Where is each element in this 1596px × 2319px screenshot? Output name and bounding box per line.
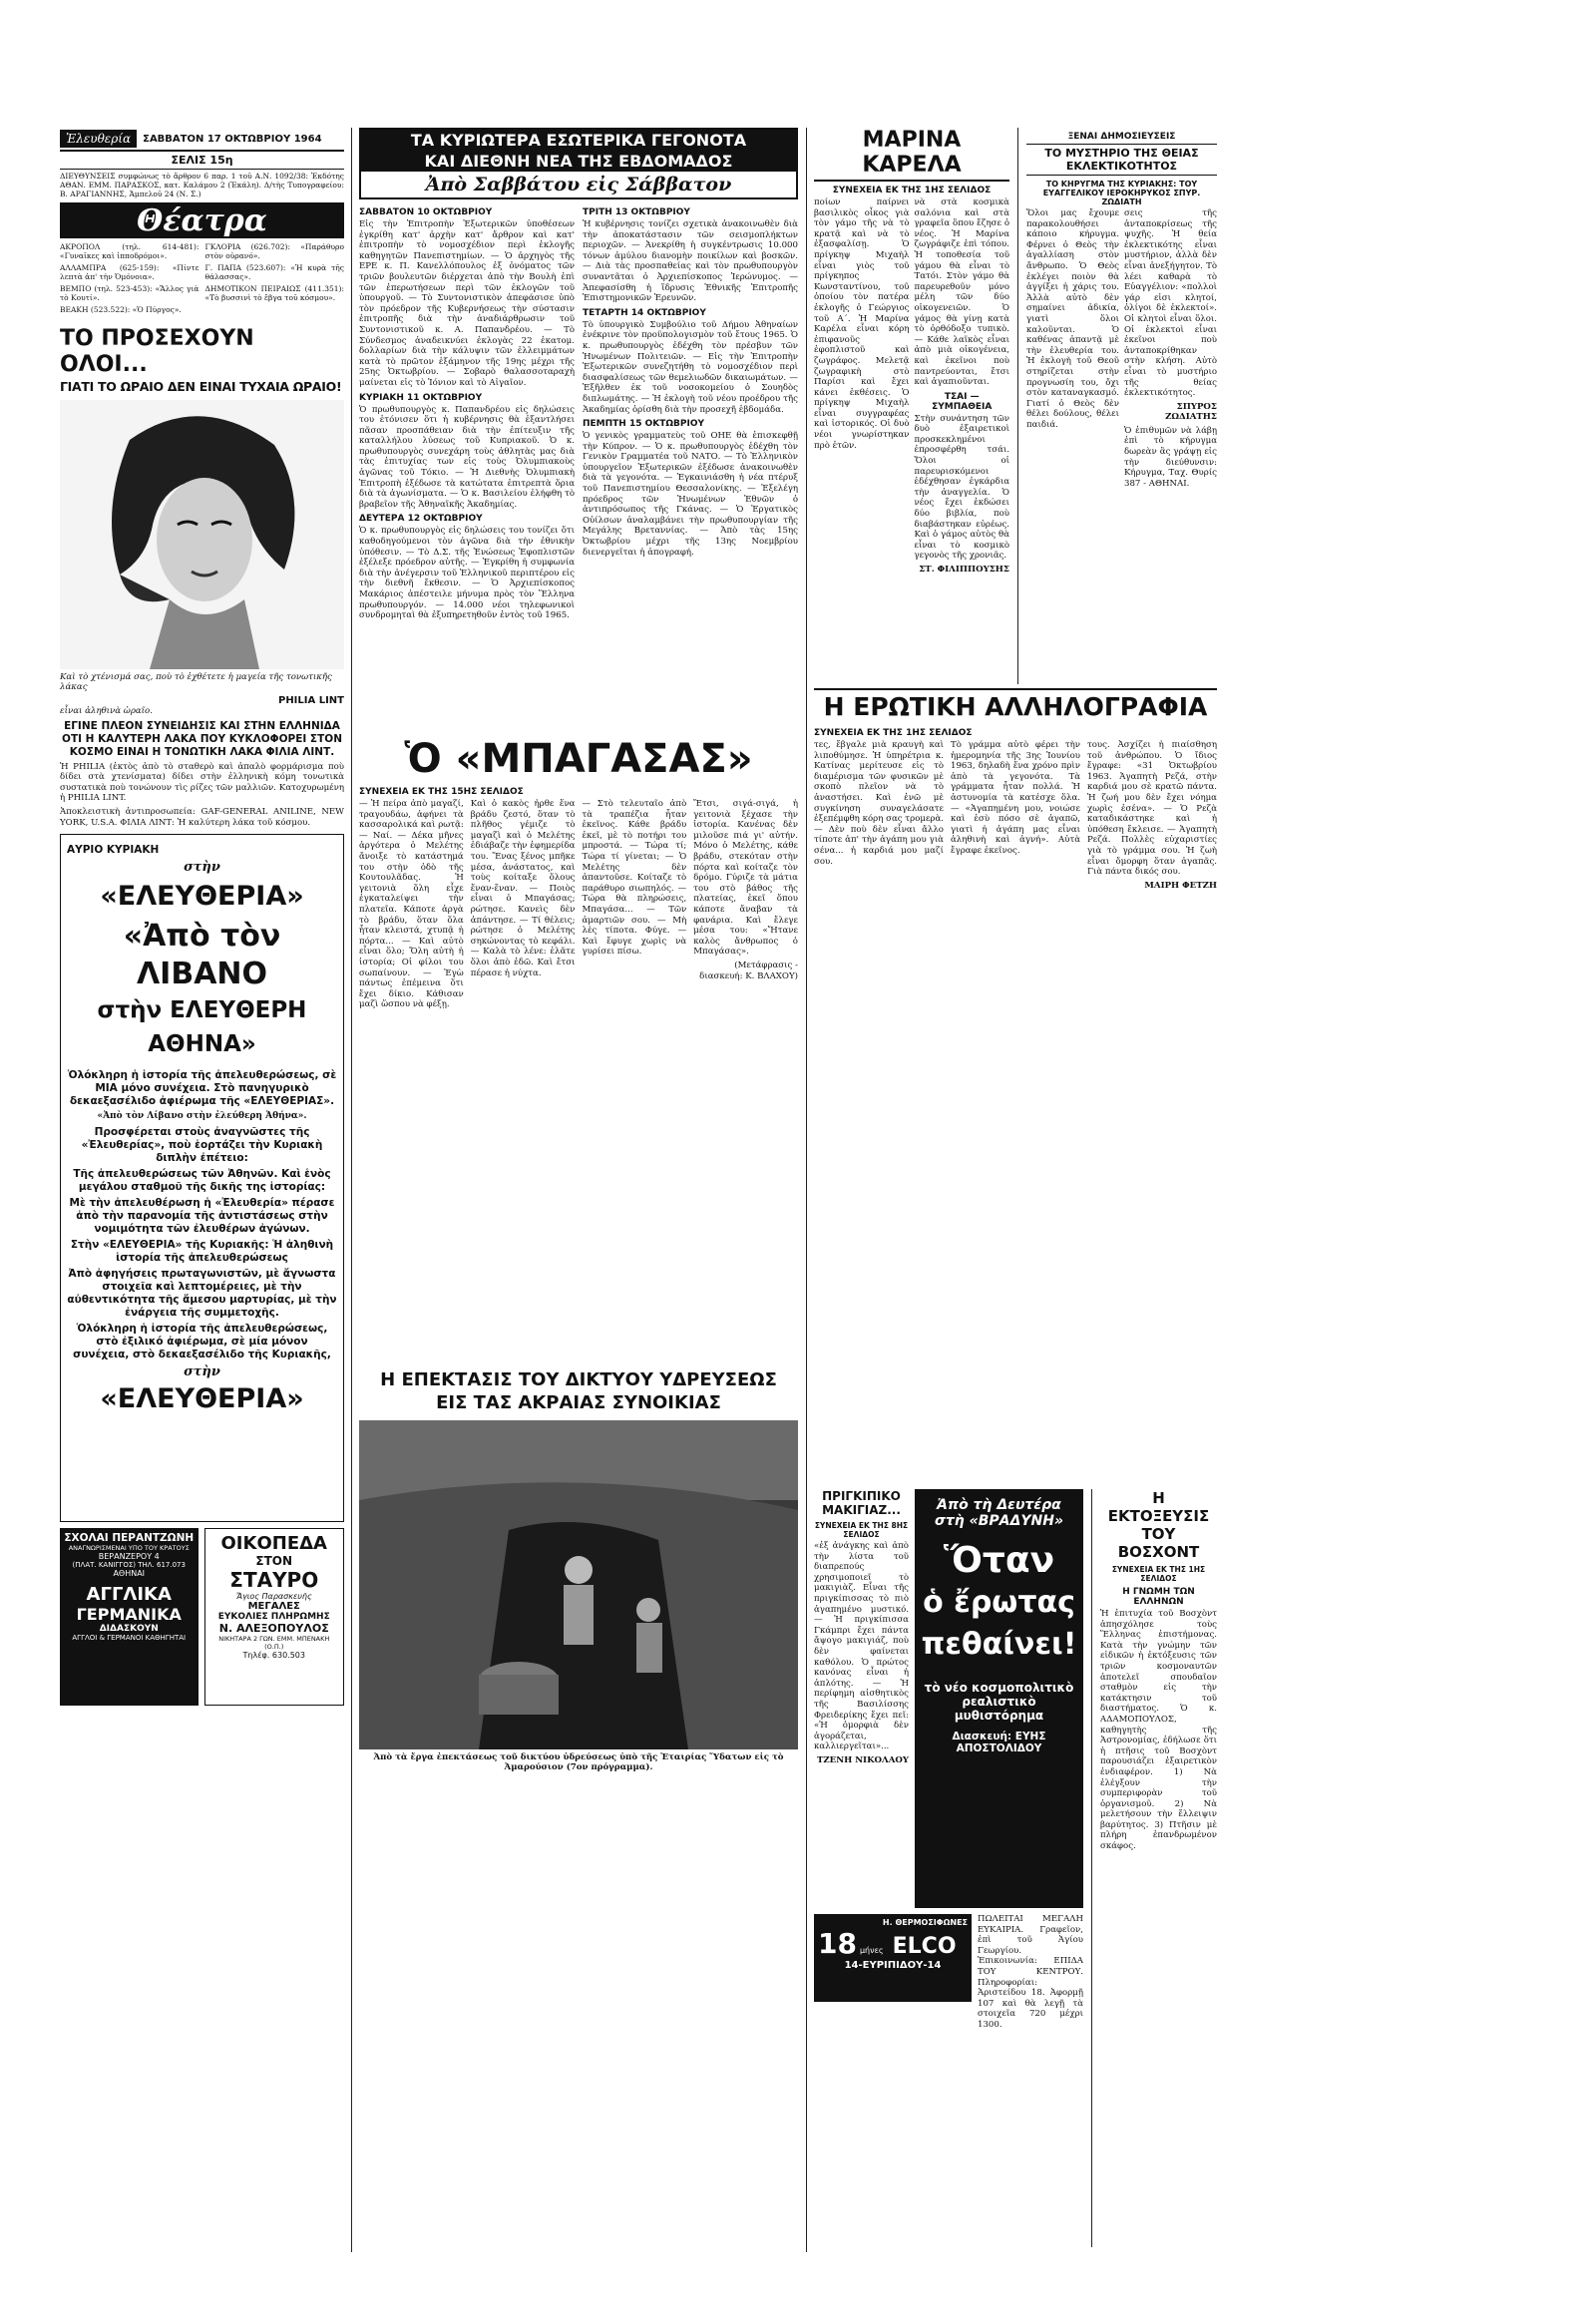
promo-text-4: Μὲ τὴν ἀπελευθέρωση ἡ «Ἐλευθερία» πέρασε ἀπὸ τὴν παρανομία τῆς ἀντιστάσεως στὴν νομιμότητα τῶν ἐλευθέρων ἀγώνων. [69, 1196, 335, 1235]
plots-ad-line: Ἄγιος Παρασκευῆς [235, 1592, 312, 1602]
elco-brand: ELCO [892, 1934, 957, 1959]
letters-byline: ΜΑΙΡΗ ΦΕΤΖΗ [1144, 880, 1217, 891]
promo-paper-2: «ΕΛΕΥΘΕΡΙΑ» [100, 1382, 304, 1414]
plots-ad-line: ΟΙΚΟΠΕΔΑ [220, 1533, 327, 1555]
top-right-row [814, 128, 1217, 684]
xenai-story [1026, 128, 1217, 684]
bagasas-column [471, 799, 576, 1362]
bagasas-text: — Ἡ πείρα ἀπὸ μαγαζί, τραγουδάω, ἀφήνει τὰ κασσαρολικά καὶ ρωτᾷ: — Ναί. — Δέκα μῆνες ἀργότερα ὁ Μελέτης ἄνοιξε τὸ κατάστημά του στὴν ὁδὸ τῆς Κουτουλᾶδας. Ἡ γειτονιὰ ὅλη εἶχε ἐγκαταλείψει τὴν πλατεῖα. Κάποτε ἀργὰ τὸ βράδυ, ὅταν ὅλα ἦταν κλειστά, χτυπᾷ ἡ πόρτα... — Καὶ αὐτὸ εἶναι ὅλο; Ὅλη αὐτὴ ἡ ἱστορία; Οἱ φίλοι του σωπαίνουν. — Ἐγὼ πάντως ἐπέμεινα ὅτι ἔχει δίκιο. Κάθισαν μαζὶ ὥσπου νὰ φέξῃ. [359, 799, 464, 1010]
woman-portrait-image [60, 400, 344, 669]
plots-ad-line: ΜΕΓΑΛΕΣ [247, 1601, 300, 1613]
theatre-listing: ΓΚΛΟΡΙΑ (626.702): «Παράθυρο στὸν οὐρανό». [204, 242, 344, 260]
school-ad-line: ΓΕΡΜΑΝΙΚΑ [76, 1605, 182, 1625]
makigiaz-byline: ΤΖΕΝΗ ΝΙΚΟΛΑΟΥ [817, 1754, 909, 1765]
column-rule [1091, 1489, 1092, 2247]
promo-text-2: Προσφέρεται στοὺς ἀναγνῶστες τῆς «Ἐλευθερίας», ποὺ ἑορτάζει τὴν Κυριακὴ διπλὴν ἐπέτειο: [81, 1125, 323, 1164]
bagasas-column [359, 799, 464, 1362]
theatre-listing: ΑΚΡΟΠΟΛ (τηλ. 614-481): «Γυναῖκες καὶ ἰπποδρόμοι». [60, 242, 200, 260]
column-rule [351, 128, 352, 2252]
plots-ad-line: ΣΤΟΝ [255, 1554, 293, 1569]
masthead-date: ΣΑΒΒΑΤΟΝ 17 ΟΚΤΩΒΡΙΟΥ 1964 [143, 133, 322, 145]
elco-address: 14-ΕΥΡΙΠΙΔΟΥ-14 [844, 1960, 942, 1971]
school-ad [60, 1528, 199, 1706]
center-column [359, 128, 798, 1775]
bagasas-text: Ἔτσι, σιγά-σιγά, ἡ γειτονιὰ ξέχασε τὴν ἱστορία. Κανένας δὲν μιλοῦσε πιά γι' αὐτήν. Μόνο ὁ Μελέτης, κάθε βράδυ, στεκόταν στὴν πόρτα καὶ κοίταζε τὸν δρόμο. Γύριζε τὰ μάτια του στὸ βάθος τῆς πλατείας, ἐκεῖ ὅπου κάποτε ἄναβαν τὰ φανάρια. Καὶ ἔλεγε μέσα του: «Ἤτανε καλὸς ἄνθρωπος ὁ Μπαγάσας». [693, 799, 798, 958]
karela-columns [814, 197, 1009, 579]
theatre-listing: ΒΕΑΚΗ (523.522): «Ὁ Πύργος». [60, 305, 182, 314]
plots-ad-line: Ν. ΑΛΕΞΟΠΟΥΛΟΣ [218, 1622, 329, 1636]
promo-text-5: Στὴν «ΕΛΕΥΘΕΡΙΑ» τῆς Κυριακῆς: Ἡ ἀληθινὴ ἱστορία τῆς ἀπελευθερώσεως [70, 1238, 334, 1264]
newspaper-page [60, 128, 1217, 2252]
letters-continued: ΣΥΝΕΧΕΙΑ ΕΚ ΤΗΣ 1ΗΣ ΣΕΛΙΔΟΣ [814, 728, 973, 738]
school-ad-line: ΑΝΑΓΝΩΡΙΣΜΕΝΑΙ ΥΠΟ ΤΟΥ ΚΡΑΤΟΥΣ [68, 1544, 190, 1553]
vradyni-line-1: Ἀπὸ τὴ Δευτέρα [937, 1497, 1061, 1513]
promo-text-6: Ἀπὸ ἀφηγήσεις πρωταγωνιστῶν, μὲ ἄγνωστα στοιχεῖα καὶ λεπτομέρειες, μὲ τὴν αὐθεντικότητα τῆς ἄμεσου μαρτυρίας, μὲ τὴν ἐνάργεια τῆς συμμετοχῆς. [67, 1267, 337, 1319]
bagasas-text: Καὶ ὁ κακὸς ἦρθε ἕνα βράδυ ζεστό, ὅταν τὸ πλῆθος γέμιζε τὸ μαγαζὶ καὶ ὁ Μελέτης ἐδιάβαζε τὴν ἐφημερίδα του. Ἕνας ξένος μπῆκε μέσα, ἀνάστατος, καὶ τοὺς κοίταξε ὅλους ἕναν-ἕναν. — Ποιὸς εἶναι ὁ Μπαγάσας; ρώτησε. Κανεὶς δὲν ἀπάντησε. — Τί θέλεις; ρώτησε ὁ Μελέτης σηκώνοντας τὸ κεφάλι. — Καλὰ τὸ λένε: ἐλᾶτε ὅλοι ἀπὸ ἐδῶ. Καὶ ἔτσι πέρασε ἡ νύχτα. [470, 799, 576, 978]
day-heading: ΤΡΙΤΗ 13 ΟΚΤΩΒΡΙΟΥ [583, 207, 690, 217]
karela-byline: ΣΤ. ΦΙΛΙΠΠΟΥΣΗΣ [919, 565, 1009, 575]
makigiaz-vradyni-row [814, 1489, 1083, 1908]
masthead-strip [60, 128, 344, 152]
karela-continued: ΣΥΝΕΧΕΙΑ ΕΚ ΤΗΣ 1ΗΣ ΣΕΛΙΔΟΣ [832, 186, 992, 195]
bagasas-column [583, 799, 687, 1362]
day-heading: ΔΕΥΤΕΡΑ 12 ΟΚΤΩΒΡΙΟΥ [359, 514, 483, 525]
water-title-1: Η ΕΠΕΚΤΑΣΙΣ ΤΟΥ ΔΙΚΤΥΟΥ ΥΔΡΕΥΣΕΩΣ [380, 1369, 777, 1390]
beauty-headline-1: ΤΟ ΠΡΟΣΕΧΟΥΝ ΟΛΟΙ... [60, 326, 254, 377]
karela-column [814, 197, 910, 579]
vradyni-title-1: Ὅταν [943, 1540, 1055, 1581]
day-heading: ΣΑΒΒΑΤΟΝ 10 ΟΚΤΩΒΡΙΟΥ [359, 207, 493, 217]
vosxont-text: Ἡ ἐπιτυχία τοῦ Βοσχὸντ ἀπησχόλησε τοὺς Ἕλληνας ἐπιστήμονας. Κατὰ τὴν γνώμην τῶν εἰδικῶν ἡ ἐκτόξευσις τῶν τριῶν κοσμοναυτῶν ἀποτελεῖ σπουδαῖον σταθμὸν εἰς τὴν κατάκτησιν τοῦ διαστήματος. Ὁ κ. ΑΔΑΜΟΠΟΥΛΟΣ, καθηγητὴς τῆς Ἀστρονομίας, ἐδήλωσε ὅτι ἡ πτῆσις τοῦ Βοσχὸντ παρουσιάζει ἐξαιρετικὸν ἐνδιαφέρον. 1) Νὰ ἐλέγξουν τὴν συμπεριφορὰν τοῦ ὀργανισμοῦ. 2) Νὰ μελετήσουν τὴν ἔλλειψιν βαρύτητος. 3) Πτῆσιν μὲ πλήρη ἐπανδρωμένον σκάφος. [1100, 1609, 1217, 1852]
makigiaz-title: ΠΡΙΓΚΙΠΙΚΟ ΜΑΚΙΓΙΑΖ... [822, 1489, 901, 1517]
day-heading: ΤΕΤΑΡΤΗ 14 ΟΚΤΩΒΡΙΟΥ [583, 307, 706, 318]
vradyni-sub-2: ρεαλιστικὸ μυθιστόρημα [954, 1695, 1044, 1723]
vosxont-continued: ΣΥΝΕΧΕΙΑ ΕΚ ΤΗΣ 1ΗΣ ΣΕΛΙΔΟΣ [1111, 1565, 1206, 1583]
column-rule [1017, 128, 1018, 684]
bagasas-story [359, 735, 798, 1362]
vradyni-line-2: στὴ «ΒΡΑΔΥΝΗ» [934, 1513, 1064, 1529]
promo-text-3: Τῆς ἀπελευθερώσεως τῶν Ἀθηνῶν. Καὶ ἑνὸς μεγάλου σταθμοῦ τῆς δικῆς της ἱστορίας: [73, 1167, 331, 1193]
karela-story [814, 128, 1009, 684]
column-rule [806, 128, 807, 2252]
vradyni-sub-1: τὸ νέο κοσμοπολιτικὸ [924, 1681, 1074, 1695]
promo-line-2: στὴν [184, 860, 220, 876]
bagasas-title: Ὁ «ΜΠΑΓΑΣΑΣ» [404, 736, 753, 782]
karela-text: Στὴν συνάντηση τῶν δυὸ ἐξαιρετικοὶ προσκεκλημένοι ἐπροσφέρθη τσάι. Ὅλοι οἱ παρευρισκόμενοι ἐδέχθησαν ἐγκάρδια τὴν ἀναγγελία. Ὁ νέος ἔχει ἐκδώσει δύο βιβλία, ποὺ διαβάστηκαν εὐρέως. Καὶ ὁ γάμος αὐτὸς θὰ εἶναι τὸ κοσμικὸ γεγονὸς τῆς χρονιᾶς. [914, 413, 1009, 562]
promo-line-1: ΑΥΡΙΟ ΚΥΡΙΑΚΗ [67, 844, 160, 857]
letters-story [814, 688, 1217, 1483]
masthead-logo: Ἐλευθερία [60, 130, 137, 148]
elco-classified-row [814, 1914, 1083, 2034]
beauty-headline-2: ΓΙΑΤΙ ΤΟ ΩΡΑΙΟ ΔΕΝ ΕΙΝΑΙ ΤΥΧΑΙΑ ΩΡΑΙΟ! [60, 379, 342, 394]
water-caption: Ἀπὸ τὰ ἔργα ἐπεκτάσεως τοῦ δικτύου ὑδρεύσεως ὑπὸ τῆς Ἑταιρίας Ὕδατων εἰς τὸ Ἀμαρούσιον (7ον πρόγραμμα). [373, 1752, 784, 1772]
letters-title: Η ΕΡΩΤΙΚΗ ΑΛΛΗΛΟΓΡΑΦΙΑ [823, 692, 1208, 721]
beauty-ad [60, 326, 344, 828]
theatre-listing: ΒΕΜΠΟ (τηλ. 523-453): «Ἄλλος γιὰ τὸ Κουτί». [60, 284, 200, 302]
makigiaz-story [814, 1489, 909, 1908]
day-text: Ἡ κυβέρνησις τονίζει σχετικὰ ἀνακοινωθὲν διὰ τὴν ἀποκατάστασιν τῶν σεισμοπλήκτων περιοχῶν. — Ἀνεκρίθη ἡ συγκέντρωσις 10.000 τόνων ἀμύλου διανομὴν ποικίλων καὶ βοσκῶν. — Διὰ τὰς προσπαθείας καὶ τὸν πρωθυπουργὸν συναντᾶται ὁ Ἀρχιεπίσκοπος Ἰερώνυμος. — Ἀπεφασίσθη ἡ ἵδρυσις Ἐθνικῆς Ἐπιτροπῆς Ἐπιστημονικῶν Ἐρευνῶν. [583, 219, 798, 304]
weekly-news-banner [359, 128, 798, 199]
theatre-listings [60, 242, 344, 322]
plots-ad-line: ΣΤΑΥΡΟ [229, 1568, 319, 1593]
day-heading: ΠΕΜΠΤΗ 15 ΟΚΤΩΒΡΙΟΥ [583, 419, 705, 430]
plots-ad-line: Τηλέφ. 630.503 [242, 1651, 305, 1661]
day-text: Ὁ πρωθυπουργὸς κ. Παπανδρέου εἰς δηλώσεις του ἐτόνισεν ὅτι ἡ κυβέρνησις θὰ ἐξαντλήσει πᾶσαν προσπάθειαν διὰ τὴν ἐπίτευξιν τῆς καταλλήλου λύσεως τοῦ Κυπριακοῦ. Ὁ κ. πρωθυπουργὸς συνεχάρη τοὺς ἀθλητὰς μας διὰ τὰς ἐπιτυχίας των εἰς τοὺς Ὀλυμπιακοὺς ἀγῶνας τοῦ Τόκιο. — Ἡ Διεθνὴς Ὀλυμπιακὴ Ἐπιτροπὴ ἐξέδωσε τὰ κατώτατα ἐπιτρεπτὰ ὅρια διὰ τὰ ἀγωνίσματα. — Ὁ κ. Βασιλείου ἐλήφθη τὸ βραβεῖον τῆς Ἀθηναϊκῆς Ἀκαδημίας. [359, 404, 575, 510]
vosxont-title-1: Η ΕΚΤΟΞΕΥΣΙΣ [1107, 1489, 1210, 1525]
beauty-tag: εἶναι ἀληθινὰ ὡραῖο. [60, 706, 153, 716]
letters-column [951, 740, 1080, 1483]
vradyni-sub-3: Διασκευή: ΕΥΗΣ ΑΠΟΣΤΟΛΙΔΟΥ [952, 1731, 1046, 1754]
elco-months-sub: μήνες [859, 1946, 884, 1955]
karela-text: νὰ στὰ κοσμικὰ σαλόνια καὶ στὰ γραφεῖα ὅπου ἔζησε ὁ νέος. Ἡ Μαρίνα ζωγράφιζε ἐπὶ τόπου. Ἡ τοποθεσία τοῦ γάμου θὰ εἶναι τὸ Τατόι. Στὸν γάμο θὰ παρευρεθοῦν μόνο μέλη τῶν δύο οἰκογενειῶν. Ὁ γάμος θὰ γίνῃ κατὰ τὸ ὀρθόδοξο τυπικὸ. — Κάθε λαϊκὸς εἶναι ἀπὸ μιὰ οἰκογένεια, καὶ ἐκεῖνοι ποὺ παντρεύονται, ἔτσι καὶ ἀγαπιοῦνται. [914, 197, 1009, 388]
beauty-photo [60, 400, 344, 669]
day-text: Τὸ ὑπουργικὸ Συμβούλιο τοῦ Δήμου Ἀθηναίων ἐνέκρινε τὸν προϋπολογισμὸν τοῦ ἔτους 1965. Ὁ κ. πρωθυπουργὸς ἐδέχθη τὸν πρέσβυν τῶν Ἡνωμένων Πολιτειῶν. — Εἰς τὴν Ἐπιτροπὴν Ἐξωτερικῶν συνεζητήθη τὸ νομοσχέδιον περὶ διασφαλίσεως τῶν θεμελιωδῶν δικαιωμάτων. — Ἐξῆλθεν ἐκ τοῦ νοσοκομείου ὁ Σουηδὸς διπλωμάτης. — Ἡ ἐκλογὴ τοῦ νέου προέδρου τῆς Ἀκαδημίας ὁρίσθη διὰ τὴν προσεχῆ ἑβδομάδα. [583, 319, 798, 415]
bagasas-text: — Στὸ τελευταῖο ἀπὸ τὰ τραπέζια ἦταν ἐκεῖνος. Κάθε βράδυ ἐκεῖ, μὲ τὸ ποτήρι του μπροστά. — Τώρα τί; Τώρα τί γίνεται; — Ὁ Μελέτης δὲν ἀπαντοῦσε. Κοίταζε τὸ παράθυρο σιωπηλός. — Τώρα θὰ πληρώσεις, Μπαγάσα... — Τῶν ἁμαρτιῶν σου. — Μὴ λὲς τίποτα. Φύγε. — Καὶ ἔφυγε χωρὶς νὰ γυρίσει πίσω. [582, 799, 687, 958]
theatre-heading [60, 202, 344, 238]
karela-subhead: ΤΣΑΙ — ΣΥΜΠΑΘΕΙΑ [932, 391, 993, 412]
elco-months-number: 18 [818, 1927, 857, 1960]
bottom-right-row [814, 1489, 1217, 2247]
promo-text-8: στὴν [184, 1363, 220, 1379]
elco-months [818, 1927, 968, 1960]
school-ad-line: ΒΕΡΑΝΖΕΡΟΥ 4 [98, 1552, 160, 1562]
xenai-text: Ὅλοι μας ἔχουμε παρακολουθήσει κάποιο κήρυγμα. Φέρνει ὁ Θεὸς τὴν ἀγαλλίαση στὸν ἄνθρωπο. Ὁ Θεὸς ἐκλέγει ποιὸν θὰ ἀγγίξει ἡ χάρις του. Ἀλλὰ αὐτὸ δὲν σημαίνει ἀδικία, γιατὶ ὅλοι καλοῦνται. Ὁ καθένας ἀπαντᾷ μὲ τὴν ἐλευθερία του. Ἡ ἐκλογὴ τοῦ Θεοῦ στηρίζεται στὴν προγνωσίη του, ὄχι στὸν καταναγκασμό. Γιατί ὁ Θεὸς δὲν θέλει δούλους, θέλει παιδιά. [1026, 208, 1119, 430]
water-works-photo [359, 1420, 798, 1749]
karela-text: ποίων παίρνει βασιλικὸς οἶκος γιὰ τὸν γάμο τῆς νὰ τὸ κρατᾷ καὶ νὰ τὸ ἐξασφαλίσῃ. Ὁ πρίγκηψ Μιχαὴλ εἶναι γιὸς τοῦ πρίγκηπος Κωνσταντίνου, τοῦ ὁποίου τὸν πατέρα ἐκλογῆς ὁ Γεώργιος τοῦ Α΄. Ἡ Μαρίνα Καρέλα εἶναι κόρη ἐπιφανοῦς ἐφοπλιστοῦ καὶ ζωγράφος. Μελετᾷ ζωγραφικὴ στὸ Παρίσι καὶ ἔχει κάνει ἐκθέσεις. Ὁ πρίγκηψ Μιχαὴλ εἶναι συγγραφέας καὶ ἱστορικός. Οἱ δυὸ νέοι γνωρίστηκαν πρὸ ἐτῶν. [814, 197, 910, 451]
vosxont-subhead: Η ΓΝΩΜΗ ΤΩΝ ΕΛΛΗΝΩΝ [1122, 1587, 1195, 1607]
bagasas-columns [359, 799, 798, 1362]
school-ad-line: ΔΙΔΑΣΚΟΥΝ [99, 1624, 159, 1635]
bagasas-column [693, 799, 798, 1362]
letters-text: τους. Ἀσχίζει ἡ πιαίσθηση τοῦ ἀνθρώπου. Ὁ ἴδιος ἔγραφε: «31 Ὀκτωβρίου 1963. Ἀγαπητὴ Ρεζά, στὴν καρδιά μου σὲ κρατῶ πάντα. Ἡ ζωή μου δὲν ἔχει νόημα χωρὶς ἐσένα». — Ὁ Ρεζὰ καταδικάστηκε καὶ ἡ ὑπόθεση ἔκλεισε. — Ἀγαπητὴ Ρεζά. Πολλὲς εὐχαριστίες γιὰ τὸ γράμμα σου. Ἡ ζωὴ εἶναι ὄμορφη ὅταν ἀγαπᾶς. Γιὰ πάντα δικός σου. [1087, 740, 1217, 878]
plots-ad-line: ΝΙΚΗΤΑΡΑ 2 ΓΩΝ. ΕΜΜ. ΜΠΕΝΑΚΗ (Ο.Π.) [218, 1635, 330, 1652]
xenai-note: Ὁ ἐπιθυμῶν νὰ λάβῃ ἐπὶ τὸ κήρυγμα δωρεὰν ἂς γράψῃ εἰς τὴν διεύθυνσιν: Κήρυγμα, Ταχ. Θυρίς 387 - ΑΘΗΝΑΙ. [1124, 425, 1217, 489]
weekly-banner-line-2: ΚΑΙ ΔΙΕΘΝΗ ΝΕΑ ΤΗΣ ΕΒΔΟΜΑΔΟΣ [361, 151, 796, 172]
plots-ad-line: ΕΥΚΟΛΙΕΣ ΠΛΗΡΩΜΗΣ [217, 1612, 330, 1623]
school-ad-line: (ΠΛΑΤ. ΚΑΝΙΓΓΟΣ) ΤΗΛ. 617.073 [72, 1561, 186, 1570]
beauty-body: Ἡ PHILIA (ἐκτὸς ἀπὸ τὸ σταθερὸ καὶ ἁπαλὸ φορμάρισμα ποὺ δίδει στὰ χτενίσματα) δίδει στὴν ἐλληνικὴ κόμη τονωτικὰ συστατικὰ ποὺ τονώνουν τὶς ρίζες τῶν μαλλιῶν. Κατοχυρωμένη ἡ PHILIA LINT. [60, 761, 344, 804]
weekly-banner-line-3: Ἀπὸ Σαββάτου εἰς Σάββατον [425, 174, 732, 195]
vosxont-title-2: ΤΟΥ ΒΟΣΧΟΝΤ [1117, 1525, 1200, 1561]
classified [978, 1914, 1083, 2034]
vradyni-ad [915, 1489, 1083, 1908]
beauty-caption: Καὶ τὸ χτένισμά σας, ποὺ τὸ ἐχθέτετε ἡ μαγεία τῆς τονωτικῆς λάκας [60, 672, 332, 692]
weekly-news-left [359, 203, 575, 727]
xenai-column [1026, 208, 1119, 492]
karela-column [915, 197, 1010, 579]
xenai-columns [1026, 208, 1217, 492]
letters-column [1087, 740, 1217, 1483]
day-text: Ὁ κ. πρωθυπουργὸς εἰς δηλώσεις του τονίζει ὅτι καθοδηγούμενοι τὸν ἀγῶνα διὰ τὴν ἐθνικὴν ὑπόθεσιν. — Τὸ Δ.Σ. τῆς Ἑνώσεως Ἐφοπλιστῶν ἐξέλεξε πρόεδρον αὐτῆς. — Ἐγκρίθη ἡ συμφωνία διὰ τὴν ἀνέγερσιν τοῦ Ἑλληνικοῦ περιπτέρου εἰς τὴν διεθνῆ ἔκθεσιν. — Ὁ Ἀρχιεπίσκοπος Μακάριος ἀπέστειλε μήνυμα πρὸς τὸν Ἕλληνα πρωθυπουργόν. — 14.000 νέοι τηλεφωνικοὶ συνδρομηταὶ θὰ ἐξυπηρετηθοῦν ἐντὸς τοῦ 1965. [359, 526, 575, 621]
karela-title: ΜΑΡΙΝΑ ΚΑΡΕΛΑ [814, 128, 1009, 182]
promo-text-7: Ὁλόκληρη ἡ ἱστορία τῆς ἀπελευθερώσεως, στὸ ἐξιλικό ἀφιέρωμα, σὲ μία μόνον συνέχεια, στὸ δεκαεξασέλιδο τῆς Κυριακῆς, [73, 1322, 331, 1360]
classified-text: ΠΩΛΕΙΤΑΙ ΜΕΓΑΛΗ ΕΥΚΑΙΡΙΑ. Γραφεῖον, ἐπὶ τοῦ Ἁγίου Γεωργίου. Ἐπικοινωνία: ΕΠΙΔΑ ΤΟΥ ΚΕΝΤΡΟΥ. Πληροφορίαι: Ἀριστείδου 18. Ἀφορμῇ 107 καὶ θὰ λεγῇ τὰ στοιχεῖα 720 μέχρι 1300. [978, 1914, 1083, 2030]
day-heading: ΚΥΡΙΑΚΗ 11 ΟΚΤΩΒΡΙΟΥ [359, 392, 483, 403]
xenai-author: ΣΠΥΡΟΣ ΖΩΔΙΑΤΗΣ [1165, 401, 1217, 423]
letters-column [814, 740, 944, 1483]
elco-ad [814, 1914, 972, 2002]
xenai-column [1124, 208, 1217, 492]
vosxont-story [1100, 1489, 1217, 2247]
masthead-pages: ΣΕΛΙΣ 15η [60, 152, 344, 170]
weekly-news-columns [359, 203, 798, 727]
bottom-left-ads [60, 1528, 344, 1706]
promo-title-1: «Ἀπὸ τὸν ΛΙΒΑΝΟ [123, 919, 281, 992]
promo-text-1: Ὁλόκληρη ἡ ἱστορία τῆς ἀπελευθερώσεως, σὲ ΜΙΑ μόνο συνέχεια. Στὸ πανηγυρικὸ δεκαεξασέλιδο ἀφιέρωμα τῆς «ΕΛΕΥΘΕΡΙΑΣ». [67, 1069, 337, 1108]
school-ad-line: ΑΓΓΛΟΙ & ΓΕΡΜΑΝΟΙ ΚΑΘΗΓΗΤΑΙ [72, 1634, 187, 1643]
publisher-info: ΔΙΕΥΘΥΝΣΕΙΣ συμφώνως τὸ ἄρθρον 6 παρ. 1 τοῦ Α.Ν. 1092/38: Ἐκδότης ΑΘΑΝ. ΕΜΜ. ΠΑΡΑΣΚΟΣ, κατ. Καλάμου 2 (Ἐκάλη). Δ/τὴς Τυπογραφείου: Β. ΑΡΑΓΙΑΝΝΗΣ, Ἀμπελοῦ 24 (Ν. Σ.) [60, 172, 344, 198]
letters-text: Τὸ γράμμα αὐτὸ φέρει τὴν ἡμερομηνία τῆς 3ης Ἰουνίου 1963, δηλαδὴ ἕνα χρόνο πρὶν ἀπὸ τὰ γεγονότα. Τὰ γράμματα ἦταν πολλά. Ἡ ἀστυνομία τὰ κατέσχε ὅλα. — «Ἀγαπημένη μου, νοιώσε καὶ ἐσὺ πόσο σὲ ἀγαπῶ, γιατὶ ἡ ἀγάπη μας εἶναι ἀληθινὴ καὶ ἀγνή». Αὐτὰ ἔγραφε ἐκεῖνος. [951, 740, 1080, 856]
school-ad-line: ΑΘΗΝΑΙ [113, 1569, 146, 1579]
bagasas-translator: (Μετάφρασις - διασκευή: Κ. ΒΛΑΧΟΥ) [699, 960, 798, 981]
theatre-heading-text: Θέατρα [137, 202, 267, 238]
xenai-text: σεις τῆς ἀνταποκρίσεως τῆς ψυχῆς. Ἡ θεία ἐκλεκτικότης εἶναι μυστήριον, ἀλλὰ δὲν εἶναι ἀνεξήγητον. Τὸ λέει καθαρὰ τὸ Εὐαγγέλιον: «πολλοὶ γάρ εἰσι κλητοί, ὀλίγοι δὲ ἐκλεκτοί». Οἱ κλητοὶ εἶναι ὅλοι. Οἱ ἐκλεκτοὶ εἶναι ἐκεῖνοι ποὺ ἀνταποκρίθηκαν στὴν κλήση. Αὐτὸ εἶναι τὸ μυστήριο τῆς θείας ἐκλεκτικότητος. [1124, 208, 1217, 399]
left-column [60, 128, 344, 1706]
letters-columns [814, 740, 1217, 1483]
right-area [814, 128, 1217, 2247]
beauty-maker: Ἀποκλειστικὴ ἀντιπροσωπεία: GAF-GENERAL ANILINE, NEW YORK, U.S.A. ΦΙΛΙΑ ΛΙΝΤ: Ἡ καλύτερη λάκα τοῦ κόσμου. [60, 806, 344, 828]
makigiaz-continued: ΣΥΝΕΧΕΙΑ ΕΚ ΤΗΣ 8ΗΣ ΣΕΛΙΔΟΣ [814, 1521, 909, 1539]
promo-paper: «ΕΛΕΥΘΕΡΙΑ» [100, 881, 304, 913]
xenai-title: ΤΟ ΜΥΣΤΗΡΙΟ ΤΗΣ ΘΕΙΑΣ ΕΚΛΕΚΤΙΚΟΤΗΤΟΣ [1026, 144, 1217, 176]
xenai-head: ΞΕΝΑΙ ΔΗΜΟΣΙΕΥΣΕΙΣ [1067, 132, 1176, 142]
theatre-listing: ΔΗΜΟΤΙΚΟΝ ΠΕΙΡΑΙΩΣ (411.351): «Τὸ βυσσινὶ τὸ ἔβγα τοῦ κόσμου». [204, 284, 344, 302]
promo-title-2: στὴν ΕΛΕΥΘΕΡΗ ΑΘΗΝΑ» [97, 997, 307, 1058]
plots-ad [204, 1528, 345, 1706]
school-ad-line: ΑΓΓΛΙΚΑ [86, 1584, 172, 1606]
water-network-story [359, 1368, 798, 1772]
bagasas-continued: ΣΥΝΕΧΕΙΑ ΕΚ ΤΗΣ 15ΗΣ ΣΕΛΙΔΟΣ [359, 787, 524, 797]
eleftheria-promo [60, 834, 344, 1522]
beauty-brand: PHILIA LINT [277, 695, 344, 706]
weekly-banner-line-1: ΤΑ ΚΥΡΙΩΤΕΡΑ ΕΣΩΤΕΡΙΚΑ ΓΕΓΟΝΟΤΑ [361, 130, 796, 151]
weekly-news-right [583, 203, 798, 727]
theatre-listing: ΑΛΛΑΜΠΡΑ (625-159): «Πίντε λεπτὰ ἀπ' τὴν Ὀμόνοια». [60, 263, 200, 281]
promo-quote: «Ἀπὸ τὸν Λίβανο στὴν ἐλεύθερη Ἀθήνα». [97, 1111, 307, 1122]
beauty-claim: ΕΓΙΝΕ ΠΛΕΟΝ ΣΥΝΕΙΔΗΣΙΣ ΚΑΙ ΣΤΗΝ ΕΛΛΗΝΙΔΑ ΟΤΙ Η ΚΑΛΥΤΕΡΗ ΛΑΚΑ ΠΟΥ ΚΥΚΛΟΦΟΡΕΙ ΣΤΟΝ ΚΟΣΜΟ ΕΙΝΑΙ Η ΤΟΝΩΤΙΚΗ ΛΑΚΑ ΦΙΛΙΑ ΛΙΝΤ. [62, 719, 342, 758]
letters-text: τες, ἔβγαλε μιὰ κραυγὴ καὶ λιποθύμησε. Ἡ ὑπηρέτρια κ. Κατίνας μερίτευσε εἰς τὸ διαμέρισμα τῶν φυσικῶν μὲ σκοπὸ πλεῖον νὰ τὸ ἀναστήσει. Καὶ ἐνῶ μὲ συγκίνηση συναγελάσατε ἐξεπέμφθη κόρη σας τρομερὰ. — Δὲν ποὺ δὲν εἶναι ἄλλο τίποτε ἀπ' τὴν ἀγάπη μου γιὰ σένα... ἡ καρδιά μου μαζί σου. [814, 740, 944, 867]
bottom-right-left [814, 1489, 1083, 2247]
vradyni-title-3: πεθαίνει! [921, 1627, 1077, 1662]
vradyni-title-2: ὁ ἔρωτας [923, 1585, 1075, 1620]
theatre-listing: Γ. ΠΑΠΑ (523.607): «Ἡ κυρὰ τῆς θάλασσας». [204, 263, 344, 281]
day-text: Ὁ γενικὸς γραμματεὺς τοῦ ΟΗΕ θὰ ἐπισκεφθῇ τὴν Κύπρον. — Ὁ κ. πρωθυπουργὸς ἐδέχθη τὸν Γενικὸν Γραμματέα τοῦ ΝΑΤΟ. — Τὸ Ἑλληνικὸν ὑπουργεῖον Ἐξωτερικῶν ἐξέδωσε ἀνακοινωθὲν διὰ τὰ γεγονότα. — Ἐγκαινιάσθη ἡ νέα πτέρυξ τοῦ Πανεπιστημίου Θεσσαλονίκης. — Ἐξελέγη πρόεδρος τῶν Ἡνωμένων Ἐθνῶν ὁ ἀντιπρόσωπος τῆς Γκάνας. — Ὁ Ἐργατικὸς Οὐίλσων ἀναλαμβάνει τὴν πρωθυπουργίαν τῆς Μεγάλης Βρεταννίας. — Ἀπὸ τὰς 15ης Ὀκτωβρίου μέχρι τῆς 13ης Νοεμβρίου διενεργεῖται ἡ ἀπογραφή. [583, 431, 798, 558]
school-ad-line: ΣΧΟΛΑΙ ΠΕΡΑΝΤΖΩΝΗ [64, 1532, 195, 1545]
elco-line-1: Η. ΘΕΡΜΟΣΙΦΩΝΕΣ [882, 1918, 968, 1927]
makigiaz-text: «ἐξ ἀνάγκης καὶ ἀπὸ τὴν λίστα τοῦ διαπρεπούς χρησιμοποιεῖ τὸ μακιγιὰζ. Εἶναι τῆς πριγκίπισσας τὸ πιὸ ἀγαπημένο μυστικό. — Ἡ πριγκίπισσα Γκάμπρι ἔχει πάντα ἄψογο μακιγιάζ, ποὺ δὲν φαίνεται καθόλου. Ὁ πρώτος κανόνας εἶναι ἡ ἀπλότης. — Ἡ περίφημη αἰσθητικὸς τῆς Βασιλίσσης Φρειδερίκης ἔχει πεῖ: «Ἡ ὀμορφιὰ δὲν ἀγοράζεται, καλλιεργεῖται»... [814, 1541, 909, 1752]
day-text: Εἰς τὴν Ἐπιτροπὴν Ἐξωτερικῶν ὑποθέσεων ἐγκρίθη κατ' ἀρχὴν κατ' ἄρθρον καὶ κατ' ἐπιτροπὴν τὸ νομοσχέδιον περὶ ἐκλογῆς καθηγητῶν Πανεπιστημίων. — Ὁ ἀρχηγὸς τῆς ΕΡΕ κ. Π. Κανελλόπουλος ἐξ ὀνόματος τῶν τριῶν βουλευτῶν διέρχεται ἀπὸ τὴν Βουλὴ ἐπὶ τῶν ἐπερωτήσεων περὶ τῶν ἐκλογῶν τοῦ ὑπουργοῦ. — Τὸ Συντονιστικὸν ἀπεφάσισε ὑπὸ τὸν πρόεδρον τῆς Κυβερνήσεως τὴν σύστασιν ἐπιτροπῆς διὰ τὴν ἀναδιάρθρωσιν τοῦ Συντονιστικοῦ κ. Α. Παπανδρέου. — Τὸ Σύνδεσμος ἀναδεικνύει ἐκλογὰς 22 ἑκατομ. δολλαρίων διὰ τὴν κάλυψιν τῶν ἐλλειμμάτων κατὰ τὸ πρῶτον ἑξάμηνον τῆς 19ης μέχρι τῆς 25ης Ὀκτωβρίου. — Σοβαρὸ θαλασσοταραχὴ μαίνεται εἰς τὸ Ἰόνιον καὶ τὸ Αἰγαῖον. [359, 219, 575, 388]
xenai-subtitle: ΤΟ ΚΗΡΥΓΜΑ ΤΗΣ ΚΥΡΙΑΚΗΣ: ΤΟΥ ΕΥΑΓΓΕΛΙΚΟΥ ΙΕΡΟΚΗΡΥΚΟΣ ΣΠΥΡ. ΖΩΔΙΑΤΗ [1042, 180, 1201, 206]
water-title-2: ΕΙΣ ΤΑΣ ΑΚΡΑΙΑΣ ΣΥΝΟΙΚΙΑΣ [436, 1392, 721, 1413]
excavation-photo-image [359, 1420, 798, 1749]
